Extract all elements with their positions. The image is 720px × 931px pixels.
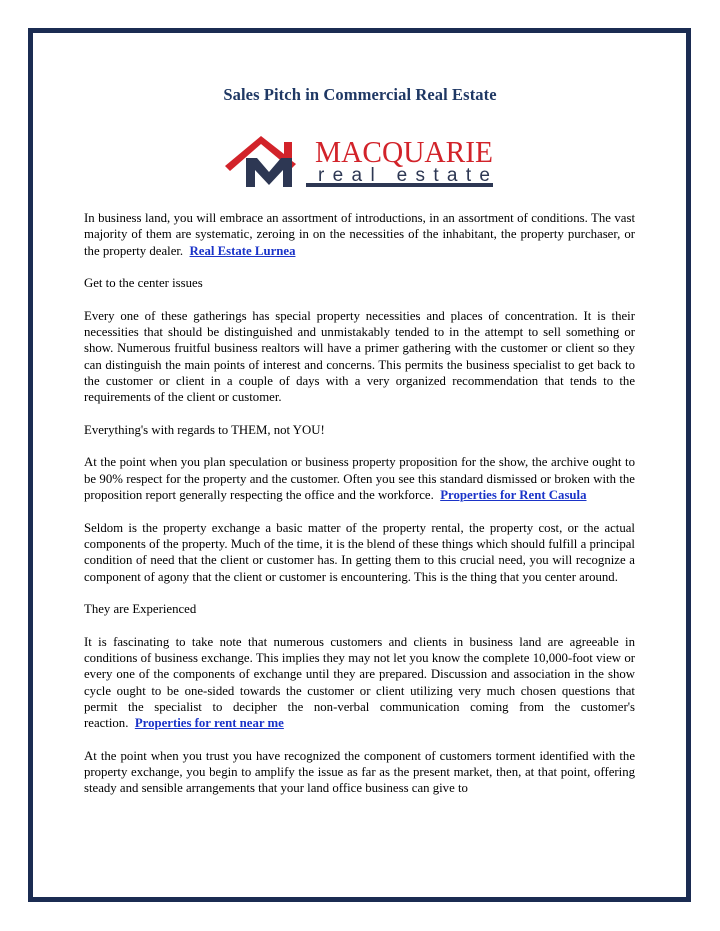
article-body [84, 210, 635, 797]
link-properties-for-rent-near-me[interactable]: Properties for rent near me [134, 716, 284, 731]
section-heading: Everything's with regards to THEM, not YOU! [84, 422, 325, 437]
paragraph-text: At the point when you plan speculation or business property proposition for the show, the archive ought to be 90% respect for the property and the customer. Often you see this standard dismissed or broken with the proposition report generally respecting the office and the workforce. [84, 455, 635, 503]
paragraph-text: In business land, you will embrace an assortment of introductions, in an assortment of conditions. The vast majority of them are systematic, zeroing in on the necessities of the inhabitant, the property purchaser, or the property dealer. [84, 211, 635, 258]
paragraph [84, 210, 635, 259]
paragraph [84, 634, 635, 732]
link-properties-for-rent-casula[interactable]: Properties for Rent Casula [440, 488, 587, 503]
paragraph: At the point when you trust you have recognized the component of customers torment identified with the property exchange, you begin to amplify the issue as far as the present market, then, at that point, offering steady and sensible arrangements that your land office business can give to [84, 748, 635, 796]
link-real-estate-lurnea[interactable]: Real Estate Lurnea [189, 243, 296, 258]
paragraph: Seldom is the property exchange a basic matter of the property rental, the property cost, or the actual components of the property. Much of the time, it is the blend of these things which should fulfill a principal condition of need that the client or customer has. In getting them to this crucial need, you will recognize a component of agony that the client or customer is encountering. This is the thing that you center around. [84, 520, 635, 584]
paragraph-text: It is fascinating to take note that numerous customers and clients in business land are agreeable in conditions of business exchange. This implies they may not let you know the complete 10,000-foot view or every one of the components of exchange until they are prepared. Discussion and association in the show cycle ought to be one-sided towards the customer or client utilizing very much chosen questions that permit the specialist to decipher the non-verbal communication coming from the customer's reaction. [84, 634, 635, 731]
paragraph [84, 454, 635, 503]
paragraph: Every one of these gatherings has special property necessities and places of concentration. It is their necessities that should be distinguished and unmistakably tended to in the attempt to sell something or show. Numerous fruitful business realtors will have a primer gathering with the customer or client so they can distinguish the main points of interest and concerns. This permits the business specialist to get back to the customer or client in a couple of days with a very organized recommendation that tends to the requirements of the client or customer. [84, 308, 635, 405]
logo-m-shape [246, 158, 292, 187]
logo-brand-name: MACQUARIE [315, 134, 493, 169]
company-logo [222, 132, 498, 194]
logo-brand-tagline: real estate [318, 165, 490, 186]
section-heading: They are Experienced [84, 602, 197, 617]
page-title: Sales Pitch in Commercial Real Estate [223, 85, 497, 104]
house-roof-m-logo-icon [222, 132, 498, 194]
section-heading: Get to the center issues [84, 276, 203, 291]
